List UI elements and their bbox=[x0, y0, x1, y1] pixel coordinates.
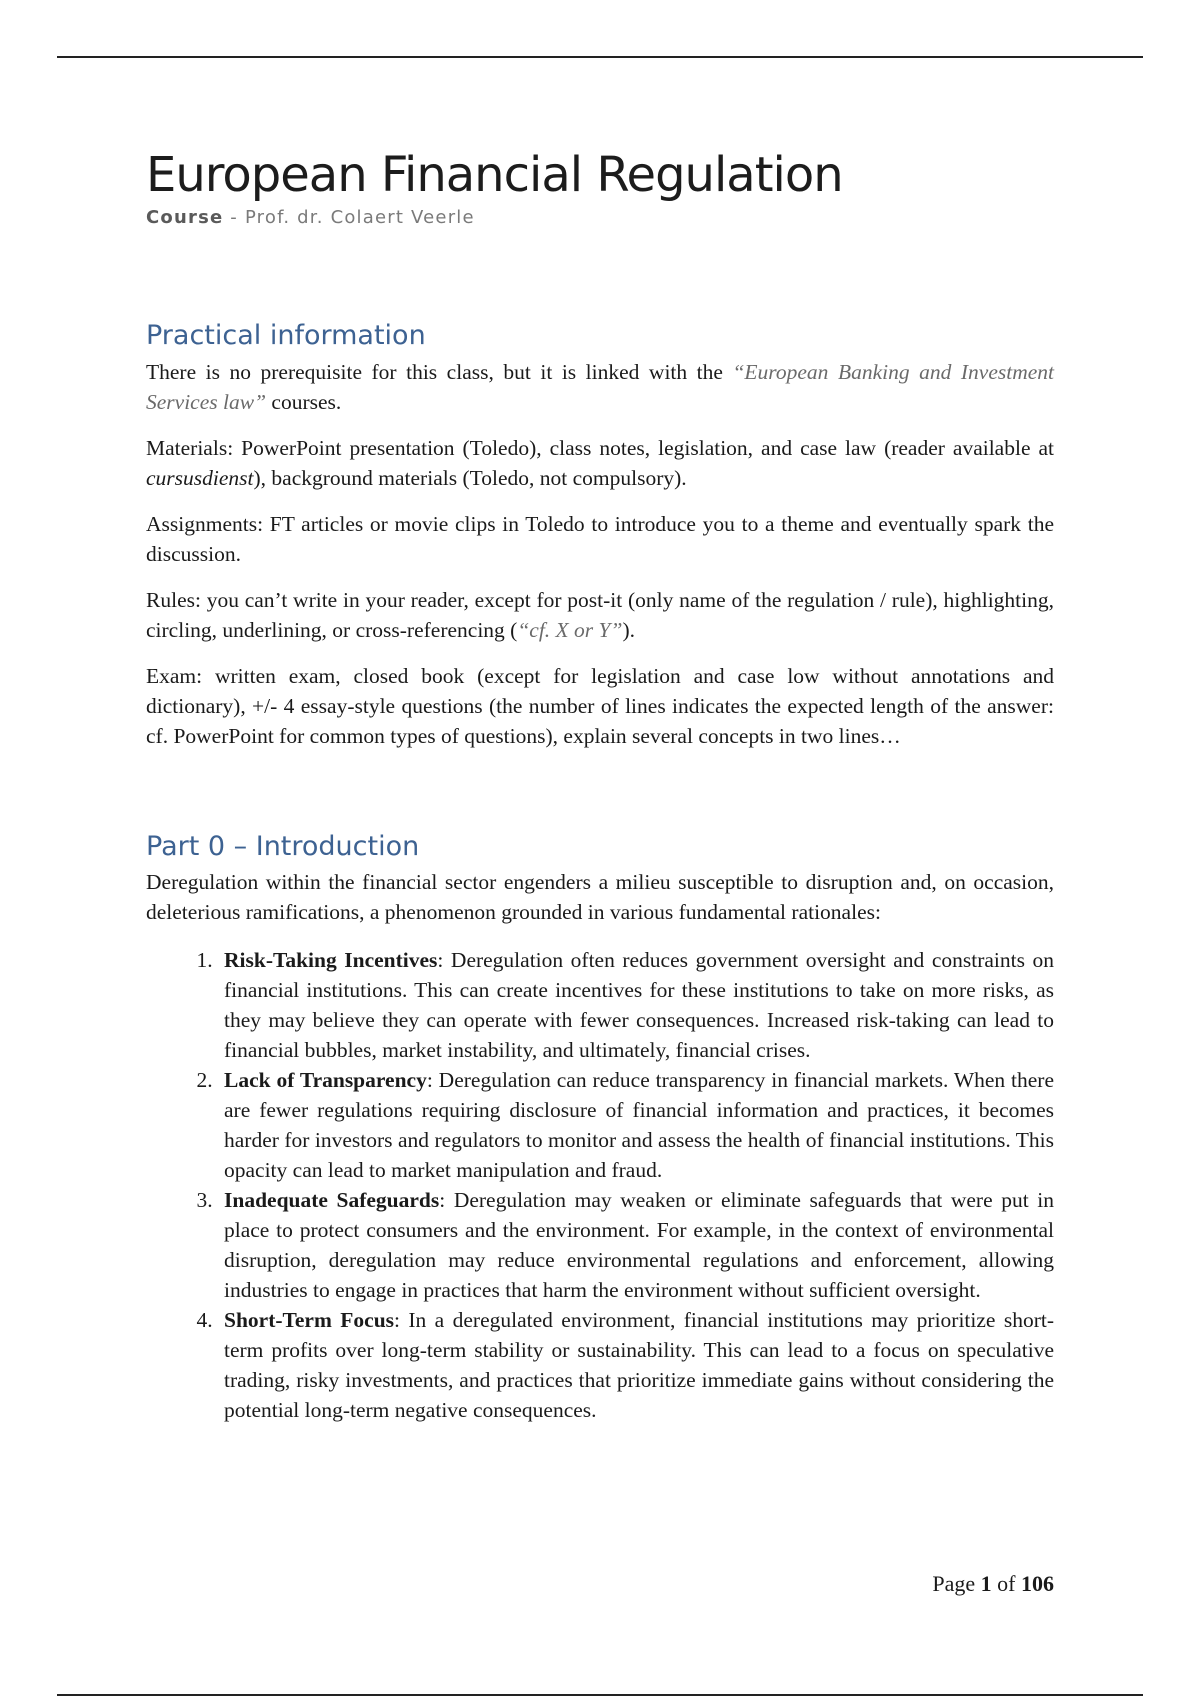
of-word: of bbox=[997, 1571, 1016, 1596]
rules-text-end: ). bbox=[622, 617, 636, 642]
page-content bbox=[146, 148, 1054, 1425]
subtitle-course-label: Course bbox=[146, 207, 224, 229]
current-page: 1 bbox=[980, 1571, 992, 1596]
exam-paragraph: Exam: written exam, closed book (except for legislation and case low without annotations and dictionary), +/- 4 essay-style questions (the number of lines indicates the expected length of the answer: cf. PowerPoint for common types of questions), explain several concepts in two lines… bbox=[146, 663, 1054, 748]
introduction-lead-paragraph: Deregulation within the financial sector engenders a milieu susceptible to disruption and, on occasion, deleterious ramifications, a phenomenon grounded in various fundamental rationales: bbox=[146, 869, 1054, 924]
page-number bbox=[932, 1571, 1054, 1597]
list-item bbox=[218, 945, 1054, 1065]
rules-quote: “cf. X or Y” bbox=[517, 617, 623, 642]
prerequisite-text-end: courses. bbox=[266, 389, 342, 414]
practical-information-heading: Practical information bbox=[146, 320, 426, 352]
list-item bbox=[218, 1185, 1054, 1305]
linked-course-quote: “European Banking and Investment Services law” bbox=[146, 359, 1054, 414]
subtitle-author: Prof. dr. Colaert Veerle bbox=[244, 207, 475, 229]
list-item-term: Short-Term Focus bbox=[224, 1307, 395, 1332]
rules-text: Rules: you can’t write in your reader, except for post-it (only name of the regulation / rule), highlighting, circling, underlining, or cross-referencing ( bbox=[146, 587, 1054, 642]
list-item-term: Risk-Taking Incentives bbox=[224, 947, 438, 972]
prerequisite-paragraph bbox=[146, 357, 1054, 417]
bottom-rule bbox=[57, 1694, 1143, 1696]
list-item-text: : In a deregulated environment, financial institutions may prioritize short-term profits over long-term stability or sustainability. This can lead to a focus on speculative trading, risky investments, and practices that prioritize immediate gains without considering the potential long-term negative consequences. bbox=[224, 1307, 1055, 1422]
list-item-term: Inadequate Safeguards bbox=[224, 1187, 440, 1212]
materials-text-end: ), background materials (Toledo, not compulsory). bbox=[253, 465, 687, 490]
total-pages: 106 bbox=[1021, 1571, 1054, 1596]
subtitle-separator: - bbox=[223, 207, 245, 229]
list-item bbox=[218, 1305, 1054, 1425]
document-title: European Financial Regulation bbox=[146, 147, 843, 203]
introduction-heading: Part 0 – Introduction bbox=[146, 830, 420, 862]
prerequisite-text: There is no prerequisite for this class, but it is linked with the bbox=[146, 359, 733, 384]
top-rule bbox=[57, 56, 1143, 58]
page-word: Page bbox=[932, 1571, 976, 1596]
document-subtitle bbox=[146, 207, 1054, 228]
materials-italic: cursusdienst bbox=[146, 465, 254, 490]
list-item-term: Lack of Transparency bbox=[224, 1067, 427, 1092]
rules-paragraph bbox=[146, 585, 1054, 645]
deregulation-reasons-list bbox=[146, 945, 1054, 1425]
list-item-text: : Deregulation may weaken or eliminate safeguards that were put in place to protect consumers and the environment. For example, in the context of environmental disruption, deregulation may reduce environmental regulations and enforcement, allowing industries to engage in practices that harm the environment without sufficient oversight. bbox=[224, 1187, 1054, 1302]
materials-paragraph bbox=[146, 433, 1054, 493]
assignments-paragraph: Assignments: FT articles or movie clips in Toledo to introduce you to a theme and eventually spark the discussion. bbox=[146, 511, 1054, 566]
list-item-text: : Deregulation often reduces government oversight and constraints on financial institutions. This can create incentives for these institutions to take on more risks, as they may believe they can operate with fewer consequences. Increased risk-taking can lead to financial bubbles, market instability, and ultimately, financial crises. bbox=[224, 947, 1054, 1062]
materials-text: Materials: PowerPoint presentation (Toledo), class notes, legislation, and case law (reader available at bbox=[146, 435, 1054, 460]
list-item-text: : Deregulation can reduce transparency in financial markets. When there are fewer regulations requiring disclosure of financial information and practices, it becomes harder for investors and regulators to monitor and assess the health of financial institutions. This opacity can lead to market manipulation and fraud. bbox=[224, 1067, 1054, 1182]
list-item bbox=[218, 1065, 1054, 1185]
